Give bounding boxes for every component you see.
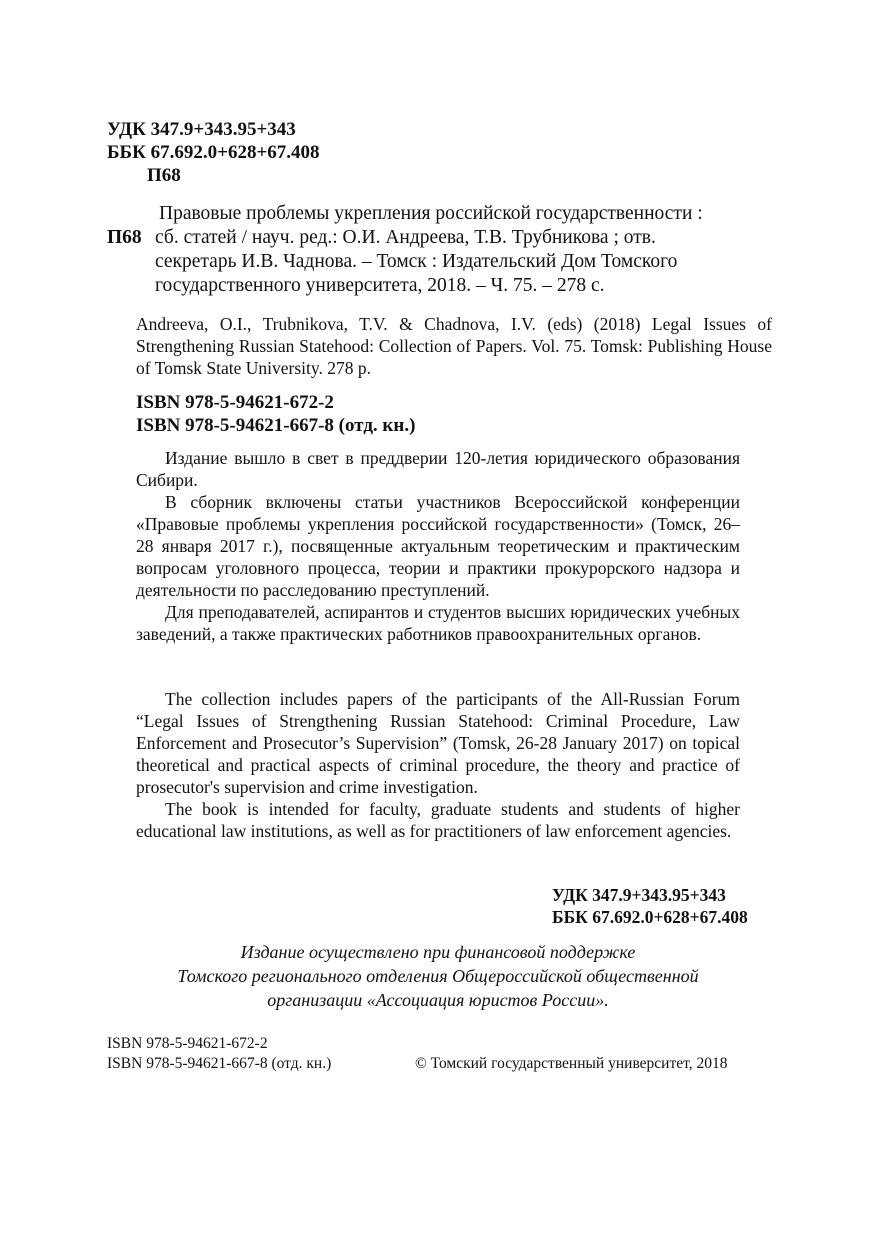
annotation-paragraph: Для преподавателей, аспирантов и студентов высших юридических учебных заведений, а также практических работников правоохранительных органов. — [136, 602, 740, 644]
udk-code: УДК 347.9+343.95+343 — [552, 885, 726, 905]
copyright-notice: © Томский государственный университет, 2018 — [415, 1055, 728, 1072]
catalog-line: сб. статей / науч. ред.: О.И. Андреева, Т.В. Трубникова ; отв. — [155, 227, 656, 248]
classification-codes-bottom — [552, 884, 748, 928]
catalog-author-mark: П68 — [107, 227, 142, 248]
annotation-paragraph: The book is intended for faculty, graduate students and students of higher educational law institutions, as well as for practitioners of law enforcement agencies. — [136, 799, 740, 841]
english-reference: Andreeva, O.I., Trubnikova, T.V. & Chadnova, I.V. (eds) (2018) Legal Issues of Strengthening Russian Statehood: Collection of Papers. Vol. 75. Tomsk: Publishing House of Tomsk State University. 278 p. — [136, 314, 772, 378]
bbk-code: ББК 67.692.0+628+67.408 — [107, 142, 320, 163]
annotation-paragraph: The collection includes papers of the participants of the All-Russian Forum “Legal Issues of Strengthening Russian Statehood: Criminal Procedure, Law Enforcement and Prosecutor’s Supervision” (Tomsk, 26-28 January 2017) on topical theoretical and practical aspects of criminal procedure, the theory and practice of prosecutor's supervision and crime investigation. — [136, 689, 740, 797]
isbn-block — [136, 391, 415, 437]
isbn-line: ISBN 978-5-94621-667-8 (отд. кн.) — [136, 415, 416, 436]
annotation-paragraph: Издание вышло в свет в преддверии 120-летия юридического образования Сибири. — [136, 448, 740, 490]
footer-isbn — [107, 1034, 331, 1074]
isbn-line: ISBN 978-5-94621-672-2 — [136, 392, 334, 413]
funding-notice — [106, 940, 770, 1012]
udk-code: УДК 347.9+343.95+343 — [107, 119, 296, 140]
isbn-line: ISBN 978-5-94621-672-2 — [107, 1035, 268, 1052]
isbn-line: ISBN 978-5-94621-667-8 (отд. кн.) — [107, 1055, 332, 1072]
catalog-line: секретарь И.В. Чаднова. – Томск : Издательский Дом Томского — [155, 251, 678, 272]
bbk-code: ББК 67.692.0+628+67.408 — [552, 907, 748, 927]
annotation-russian — [136, 447, 740, 645]
funding-line: организации «Ассоциация юристов России». — [267, 990, 609, 1010]
annotation-paragraph: В сборник включены статьи участников Всероссийской конференции «Правовые проблемы укрепления российской государственности» (Томск, 26–28 января 2017 г.), посвященные актуальным теоретическим и практическим вопросам уголовного процесса, теории и практики прокурорского надзора и деятельности по расследованию преступлений. — [136, 492, 740, 600]
classification-codes-top — [107, 118, 320, 187]
author-mark: П68 — [147, 165, 181, 186]
catalog-description — [155, 202, 757, 298]
funding-line: Томского регионального отделения Общероссийской общественной — [177, 966, 699, 986]
catalog-entry — [107, 202, 757, 298]
annotation-english — [136, 688, 740, 842]
catalog-line: государственного университета, 2018. – Ч. 75. – 278 с. — [155, 275, 605, 296]
funding-line: Издание осуществлено при финансовой поддержке — [240, 942, 636, 962]
catalog-line: Правовые проблемы укрепления российской государственности : — [159, 203, 703, 224]
